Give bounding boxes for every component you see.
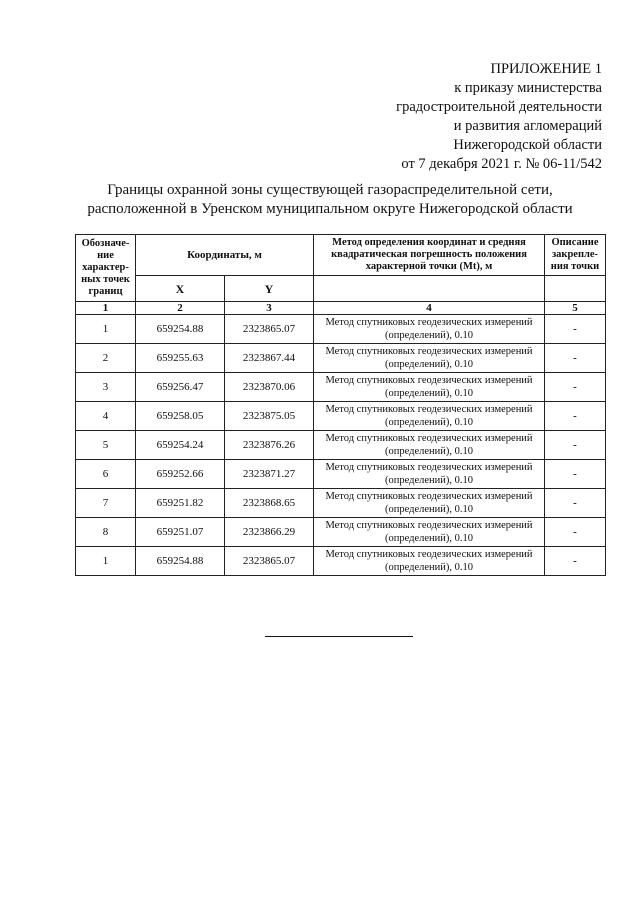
description-cell: - [545,547,606,576]
method-cell: Метод спутниковых геодезических измерений (определений), 0.10 [314,373,545,402]
separator-line [265,636,413,637]
y-cell: 2323870.06 [225,373,314,402]
description-cell: - [545,489,606,518]
column-number-row [76,302,606,315]
x-cell: 659254.88 [136,547,225,576]
x-cell: 659252.66 [136,460,225,489]
y-cell: 2323875.05 [225,402,314,431]
appendix-line: от 7 декабря 2021 г. № 06-11/542 [401,156,602,172]
y-cell: 2323866.29 [225,518,314,547]
column-number: 2 [136,302,225,315]
y-cell: 2323865.07 [225,547,314,576]
header-coordinates: Координаты, м [136,235,314,276]
point-cell: 4 [76,402,136,431]
header-description-empty [545,276,606,302]
table-row [76,460,606,489]
title-line-2: расположенной в Уренском муниципальном округе Нижегородской области [87,201,573,217]
method-cell: Метод спутниковых геодезических измерений (определений), 0.10 [314,315,545,344]
method-cell: Метод спутниковых геодезических измерений (определений), 0.10 [314,489,545,518]
header-method: Метод определения координат и средняя квадратическая погрешность положения характерной точки (Mt), м [314,235,545,276]
header-y: Y [225,276,314,302]
x-cell: 659255.63 [136,344,225,373]
description-cell: - [545,344,606,373]
description-cell: - [545,402,606,431]
y-cell: 2323865.07 [225,315,314,344]
y-cell: 2323876.26 [225,431,314,460]
x-cell: 659258.05 [136,402,225,431]
description-cell: - [545,518,606,547]
x-cell: 659251.82 [136,489,225,518]
point-cell: 6 [76,460,136,489]
header-points: Обозначе-ние характер-ных точек границ [76,235,136,302]
point-cell: 5 [76,431,136,460]
point-cell: 7 [76,489,136,518]
coordinates-table [75,234,606,576]
description-cell: - [545,431,606,460]
description-cell: - [545,315,606,344]
table-row [76,431,606,460]
method-cell: Метод спутниковых геодезических измерений (определений), 0.10 [314,518,545,547]
y-cell: 2323868.65 [225,489,314,518]
header-x: X [136,276,225,302]
x-cell: 659256.47 [136,373,225,402]
table-row [76,315,606,344]
column-number: 5 [545,302,606,315]
method-cell: Метод спутниковых геодезических измерений (определений), 0.10 [314,547,545,576]
column-number: 4 [314,302,545,315]
column-number: 1 [76,302,136,315]
document-title [60,181,600,219]
table-row [76,518,606,547]
table-row [76,489,606,518]
method-cell: Метод спутниковых геодезических измерений (определений), 0.10 [314,344,545,373]
y-cell: 2323871.27 [225,460,314,489]
table-row [76,402,606,431]
appendix-line: и развития агломераций [453,118,602,134]
appendix-line: ПРИЛОЖЕНИЕ 1 [490,61,602,77]
method-cell: Метод спутниковых геодезических измерений (определений), 0.10 [314,460,545,489]
description-cell: - [545,460,606,489]
method-cell: Метод спутниковых геодезических измерений (определений), 0.10 [314,431,545,460]
appendix-block [396,60,602,174]
description-cell: - [545,373,606,402]
point-cell: 1 [76,547,136,576]
appendix-line: Нижегородской области [453,137,602,153]
point-cell: 3 [76,373,136,402]
point-cell: 1 [76,315,136,344]
x-cell: 659251.07 [136,518,225,547]
method-cell: Метод спутниковых геодезических измерений (определений), 0.10 [314,402,545,431]
x-cell: 659254.88 [136,315,225,344]
x-cell: 659254.24 [136,431,225,460]
appendix-line: градостроительной деятельности [396,99,602,115]
table-row [76,373,606,402]
y-cell: 2323867.44 [225,344,314,373]
table-row [76,344,606,373]
table-body [76,302,606,576]
column-number: 3 [225,302,314,315]
table-row [76,547,606,576]
appendix-line: к приказу министерства [454,80,602,96]
header-description: Описание закрепле-ния точки [545,235,606,276]
point-cell: 8 [76,518,136,547]
point-cell: 2 [76,344,136,373]
header-method-empty [314,276,545,302]
title-line-1: Границы охранной зоны существующей газораспределительной сети, [107,182,553,198]
